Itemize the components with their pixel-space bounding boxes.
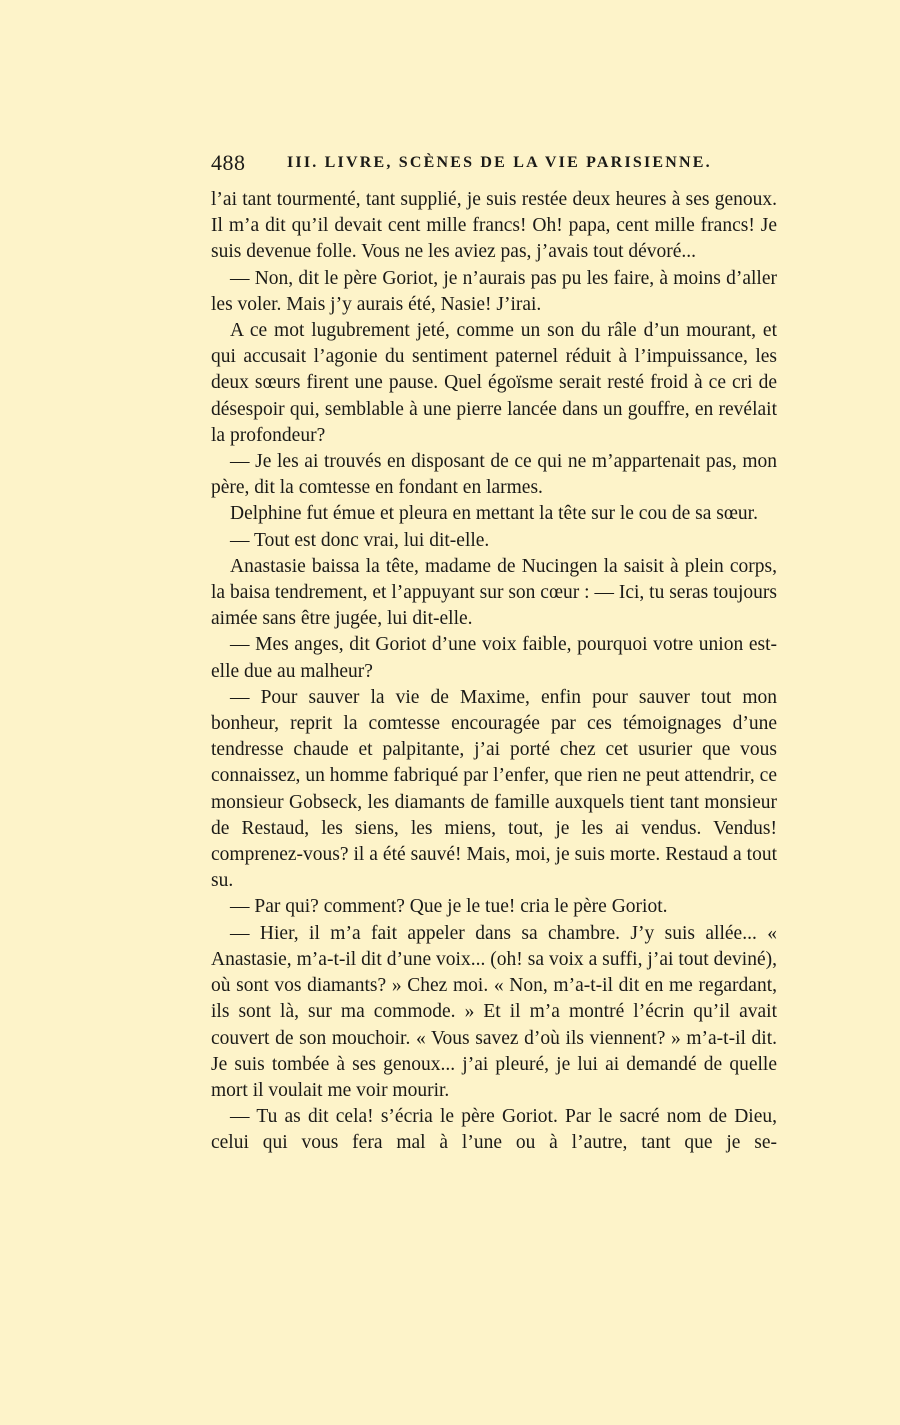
paragraph-9: — Pour sauver la vie de Maxime, enfin pour sauver tout mon bonheur, reprit la comtesse encouragée par ces témoignages d’une tendresse chaude et palpitante, j’ai porté chez cet usurier que vous connaissez, un homme fabriqué par l’enfer, que rien ne peut attendrir, ce monsieur Gobseck, les diamants de famille auxquels tient tant monsieur de Restaud, les siens, les miens, tout, je les ai vendus. Vendus! comprenez-vous? il a été sauvé! Mais, moi, je suis morte. Restaud a tout su. bbox=[211, 686, 777, 892]
paragraph-10: — Par qui? comment? Que je le tue! cria le père Goriot. bbox=[230, 896, 668, 918]
paragraph-2: — Non, dit le père Goriot, je n’aurais pas pu les faire, à moins d’aller les voler. Mais j’y aurais été, Nasie! J’irai. bbox=[211, 267, 777, 315]
body-text bbox=[211, 187, 777, 1157]
paragraph-5: Delphine fut émue et pleura en mettant la tête sur le cou de sa sœur. bbox=[230, 503, 758, 525]
paragraph-4: — Je les ai trouvés en disposant de ce qui ne m’appartenait pas, mon père, dit la comtesse en fondant en larmes. bbox=[211, 451, 777, 499]
paragraph-1: l’ai tant tourmenté, tant supplié, je suis restée deux heures à ses genoux. Il m’a dit qu’il devait cent mille francs! Oh! papa, cent mille francs! Je suis devenue folle. Vous ne les aviez pas, j’avais tout dévoré... bbox=[211, 189, 777, 263]
page-header bbox=[211, 150, 781, 180]
page-number: 488 bbox=[211, 150, 246, 175]
paragraph-6: — Tout est donc vrai, lui dit-elle. bbox=[230, 529, 490, 551]
paragraph-7: Anastasie baissa la tête, madame de Nucingen la saisit à plein corps, la baisa tendrement, et l’appuyant sur son cœur : — Ici, tu seras toujours aimée sans être jugée, lui dit-elle. bbox=[211, 555, 777, 630]
running-head: III. LIVRE, SCÈNES DE LA VIE PARISIENNE. bbox=[287, 154, 712, 171]
paragraph-12: — Tu as dit cela! s’écria le père Goriot. Par le sacré nom de Dieu, celui qui vous fera mal à l’une ou à l’autre, tant que je se- bbox=[211, 1106, 777, 1154]
paragraph-8: — Mes anges, dit Goriot d’une voix faible, pourquoi votre union est-elle due au malheur? bbox=[211, 634, 777, 682]
paragraph-11: — Hier, il m’a fait appeler dans sa chambre. J’y suis allée... « Anastasie, m’a-t-il dit d’une voix... (oh! sa voix a suffi, j’ai tout deviné), où sont vos diamants? » Chez moi. « Non, m’a-t-il dit en me regardant, ils sont là, sur ma commode. » Et il m’a montré l’écrin qu’il avait couvert de son mouchoir. « Vous savez d’où ils viennent? » m’a-t-il dit. Je suis tombée à ses genoux... j’ai pleuré, je lui ai demandé de quelle mort il voulait me voir mourir. bbox=[211, 922, 777, 1101]
paragraph-3: A ce mot lugubrement jeté, comme un son du râle d’un mourant, et qui accusait l’agonie du sentiment paternel réduit à l’impuissance, les deux sœurs firent une pause. Quel égoïsme serait resté froid à ce cri de désespoir qui, semblable à une pierre lancée dans un gouffre, en revélait la profondeur? bbox=[211, 320, 777, 446]
